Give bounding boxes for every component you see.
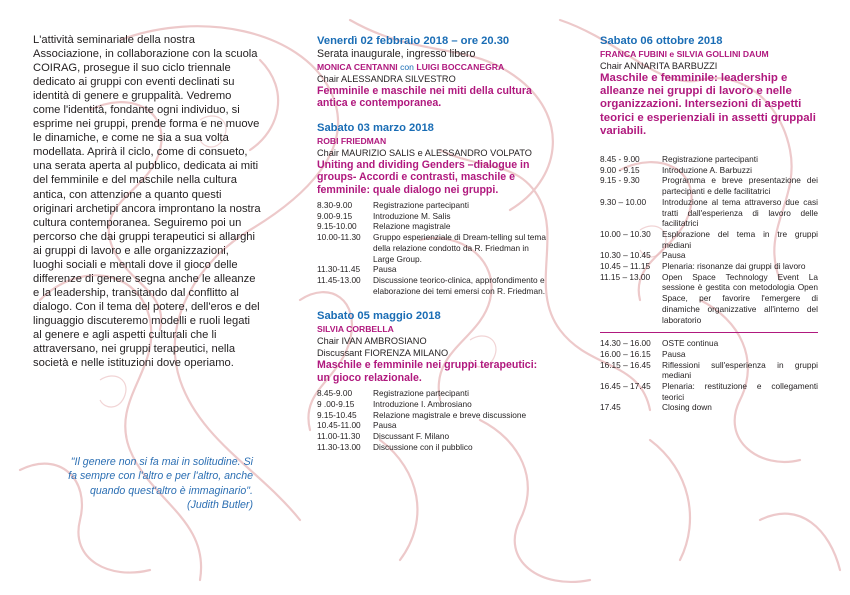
program-column-middle [317, 35, 549, 460]
schedule-activity: Discussant F. Milano [373, 430, 450, 441]
schedule-time: 9.15-10.45 [317, 409, 357, 420]
schedule-activity: Registrazione partecipanti [373, 200, 469, 211]
schedule-time: 11.15 – 13.00 [600, 271, 651, 282]
event-title: Maschile e femminile: leadership e alleanze nei gruppi di lavoro e nelle organizzazioni. Intersezioni di aspetti teorici e esperienziali in assetti gruppali variabili. [600, 72, 816, 137]
schedule-activity: Pausa [373, 264, 397, 275]
speaker-name: LUIGI BOCCANEGRA [416, 62, 505, 72]
schedule-time: 11.45-13.00 [317, 274, 361, 285]
schedule-time: 10.45 – 11.15 [600, 261, 651, 272]
schedule-activity: Plenaria: risonanze dai gruppi di lavoro [662, 261, 806, 272]
quote-text: "Il genere non si fa mai in solitudine. Si fa sempre con l'altro e per l'altro, anche quando quest'altro è immaginario". [68, 456, 253, 497]
speaker-join-word: e [669, 49, 675, 59]
afternoon-schedule [600, 338, 818, 413]
event-date: Sabato 03 marzo 2018 [317, 121, 434, 134]
event-title: Uniting and dividing Genders –dialogue in groups- Accordi e contrasti, maschile e femminile: quale dialogo nei gruppi. [317, 158, 530, 196]
schedule-activity: Introduzione A. Barbuzzi [662, 164, 752, 175]
event-march [317, 122, 549, 297]
event-chair: Chair ALESSANDRA SILVESTRO [317, 74, 456, 84]
schedule-activity: Introduzione M. Salis [373, 210, 451, 221]
event-speakers [600, 48, 818, 60]
schedule-time: 8.45 - 9.00 [600, 154, 640, 165]
schedule-activity: Plenaria: restituzione e collegamenti teorici [662, 381, 818, 402]
intro-paragraph: L'attività seminariale della nostra Associazione, in collaborazione con la scuola COIRAG, prosegue il suo ciclo triennale dedicato ai gruppi con eventi declinati su identità di genere e gruppalità. Vedremo come l'identità, fondante ogni individuo, si esprime nei gruppi, prende forma e ne muove le dinamiche, e come ne sia a sua volta modellata. Aprirà il ciclo, come di consueto, una serata aperta al pubblico, dedicata ai miti del femminile e del maschile nella cultura antica, con attenzione a quanto questi originari archetipi ancora improntano la nostra cultura contemporanea. Seguiremo poi un percorso che dai gruppi terapeutici si allarghi ai gruppi di lavoro e alle organizzazioni, luoghi sociali e mentali dove il gioco delle differenze di genere segna anche le alleanze e la leadership, transitando dal conflitto al dialogo. Con il tema del potere, dell'eros e del linguaggio discuteremo modelli e ruoli legati al genere e agli aspetti culturali che li attraversano, nei gruppi terapeutici, nella società e nelle istituzioni dove operiamo. [33, 34, 261, 370]
schedule-activity: Pausa [662, 348, 686, 359]
event-schedule [317, 200, 549, 296]
schedule-activity: Introduzione al tema attraverso due casi tratti dall'esperienza di lavoro delle facilitatrici [662, 196, 818, 229]
event-chair: Chair IVAN AMBROSIANO [317, 336, 427, 347]
event-subtitle: Serata inaugurale, ingresso libero [317, 48, 476, 60]
event-may [317, 310, 549, 452]
schedule-activity: Esplorazione del tema in tre gruppi mediani [662, 228, 818, 250]
event-speakers [317, 61, 549, 73]
schedule-activity: Programma e breve presentazione dei partecipanti e delle facilitatrici [662, 175, 818, 197]
schedule-activity: Pausa [662, 250, 686, 261]
event-date: Sabato 06 ottobre 2018 [600, 35, 723, 47]
event-february [317, 35, 549, 110]
schedule-time: 11.00-11.30 [317, 430, 361, 441]
event-title: Maschile e femminile nei gruppi terapeutici: un gioco relazionale. [317, 359, 538, 384]
schedule-activity: Closing down [662, 402, 712, 413]
schedule-time: 16.00 – 16.15 [600, 348, 651, 359]
schedule-activity: Relazione magistrale e breve discussione [373, 409, 527, 420]
schedule-activity: Pausa [373, 420, 397, 431]
schedule-activity: Gruppo esperienziale di Dream-telling sul tema della relazione condotto da R. Friedman in Large Group. [373, 232, 546, 264]
schedule-time: 8.30-9.00 [317, 200, 353, 211]
schedule-time: 14.30 – 16.00 [600, 338, 651, 349]
schedule-time: 16.45 – 17.45 [600, 381, 651, 392]
event-title: Femminile e maschile nei miti della cultura antica e contemporanea. [317, 85, 532, 110]
event-discussant: Discussant FIORENZA MILANO [317, 348, 449, 359]
schedule-time: 9.15-10.00 [317, 221, 357, 232]
speaker-join-word: con [400, 62, 414, 72]
schedule-activity: OSTE continua [662, 338, 719, 349]
schedule-activity: Discussione teorico-clinica, approfondimento e elaborazione dei temi emersi con R. Friedman. [373, 274, 546, 296]
event-date: Sabato 05 maggio 2018 [317, 310, 441, 323]
speaker-name: MONICA CENTANNI [317, 62, 398, 72]
event-chair: Chair MAURIZIO SALIS e ALESSANDRO VOLPATO [317, 147, 532, 158]
intro-column [33, 33, 261, 370]
quote-author: (Judith Butler) [187, 499, 253, 512]
event-schedule [317, 388, 549, 452]
schedule-time: 8.45-9.00 [317, 388, 353, 399]
speaker-name: FRANCA FUBINI [600, 49, 667, 59]
schedule-time: 9.30 – 10.00 [600, 196, 647, 207]
schedule-time: 9.15 - 9.30 [600, 175, 640, 186]
schedule-activity: Relazione magistrale [373, 221, 451, 232]
schedule-activity: Introduzione I. Ambrosiano [373, 398, 472, 409]
speaker-name: SILVIA GOLLINI DAUM [676, 49, 769, 59]
event-speaker: ROBI FRIEDMAN [317, 135, 387, 146]
schedule-time: 9 .00-9.15 [317, 398, 355, 409]
schedule-time: 16.15 – 16.45 [600, 359, 651, 370]
schedule-time: 11.30-11.45 [317, 264, 361, 275]
butler-quote [60, 455, 253, 513]
schedule-activity: Open Space Technology Event La sessione è gestita con metodologia Open Space, per favorire l'emergere di dinamiche organizzative all'interno del laboratorio [662, 271, 818, 325]
schedule-time: 10.00 – 10.30 [600, 228, 651, 239]
schedule-time: 9.00 - 9.15 [600, 164, 640, 175]
schedule-time: 10.00-11.30 [317, 232, 361, 243]
schedule-time: 17.45 [600, 402, 621, 413]
schedule-activity: Registrazione partecipanti [373, 388, 469, 399]
schedule-time: 9.00-9.15 [317, 210, 353, 221]
schedule-time: 11.30-13.00 [317, 441, 361, 452]
schedule-activity: Registrazione partecipanti [662, 154, 758, 165]
section-divider [600, 332, 818, 333]
event-chair: Chair ANNARITA BARBUZZI [600, 61, 718, 71]
schedule-activity: Riflessioni sull'esperienza in gruppi mediani [662, 359, 818, 381]
schedule-activity: Discussione con il pubblico [373, 441, 473, 452]
event-date: Venerdì 02 febbraio 2018 – ore 20.30 [317, 35, 510, 47]
program-column-right [600, 35, 818, 413]
event-speaker: SILVIA CORBELLA [317, 324, 394, 335]
schedule-time: 10.45-11.00 [317, 420, 361, 431]
schedule-time: 10.30 – 10.45 [600, 250, 651, 261]
morning-schedule [600, 154, 818, 325]
